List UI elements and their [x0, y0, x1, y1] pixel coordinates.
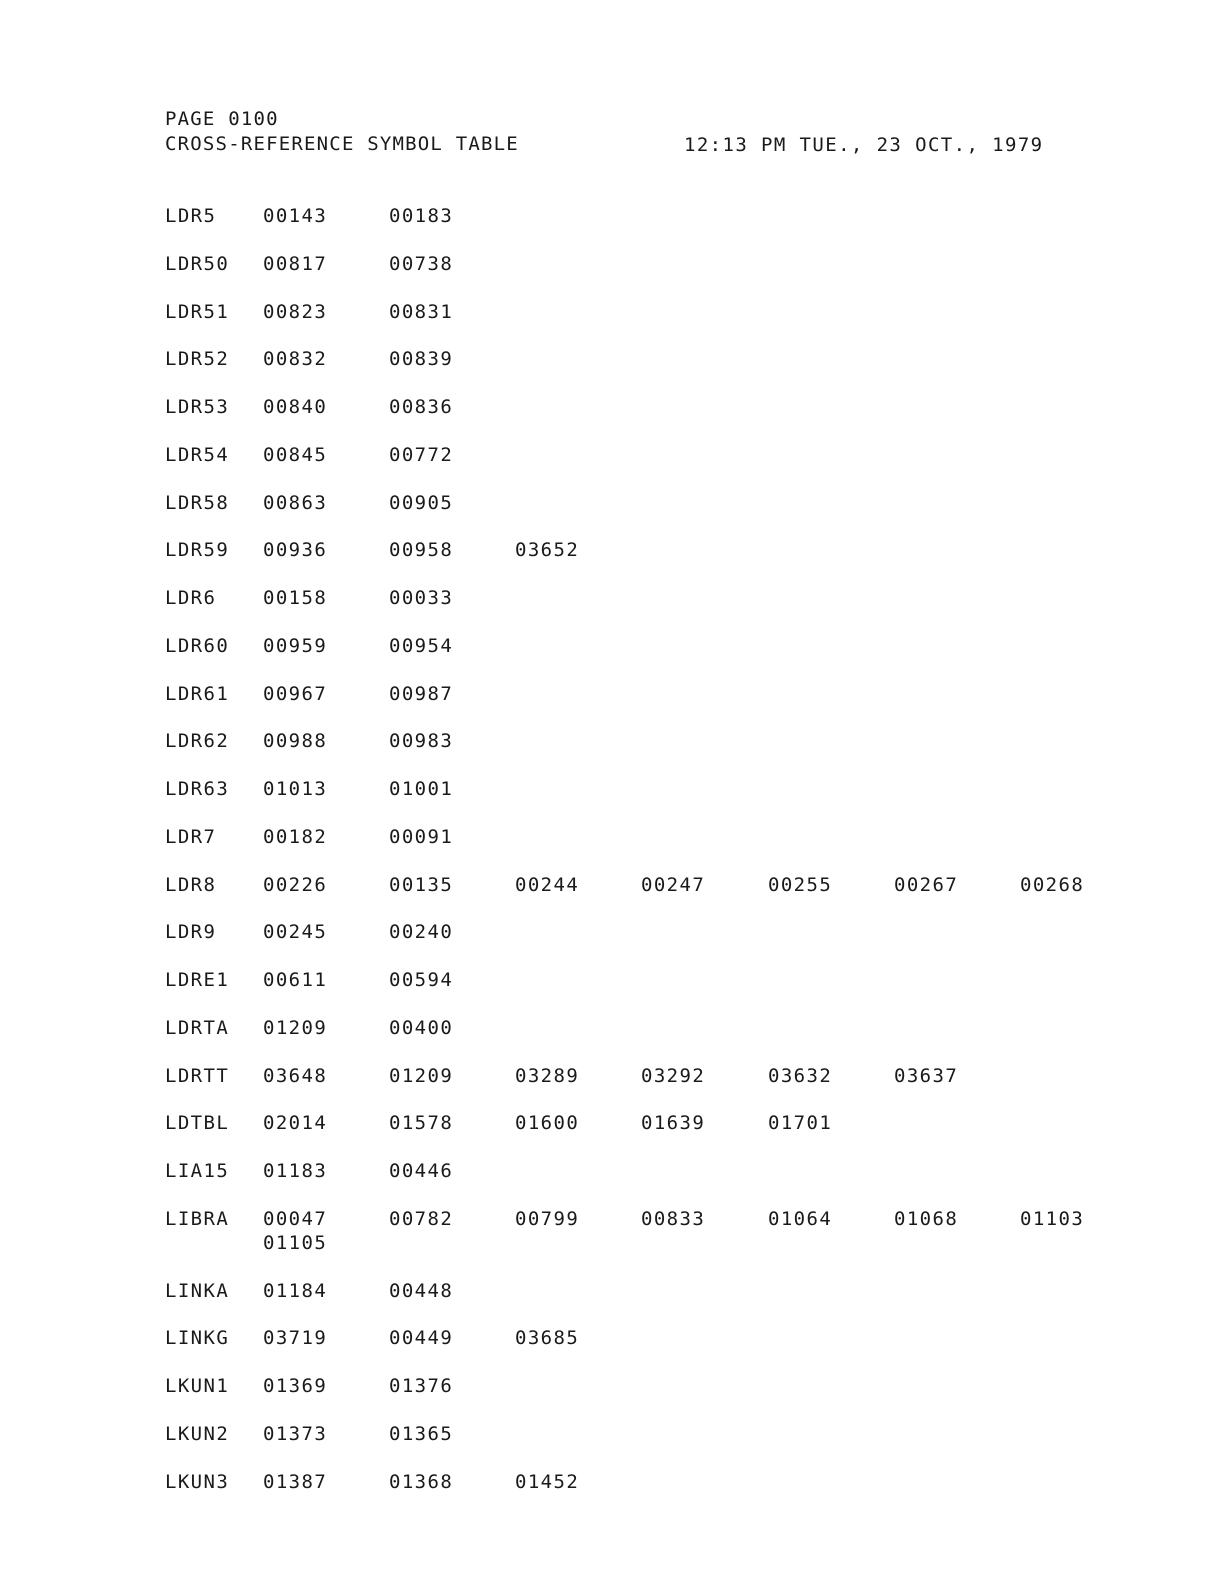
table-row	[165, 1423, 1165, 1471]
definition-line: 00967	[263, 682, 328, 705]
definition-line: 00823	[263, 300, 328, 323]
reference-line: 00987	[389, 682, 454, 705]
reference-line: 00448	[389, 1279, 454, 1302]
reference-line: 00033	[389, 587, 454, 609]
reference-line: 00255	[768, 873, 833, 896]
definition-line: 00840	[263, 396, 328, 418]
table-row	[165, 348, 1165, 396]
definition-line: 00863	[263, 491, 328, 514]
symbol-name: LDR51	[165, 300, 230, 323]
symbol-name: LKUN3	[165, 1470, 230, 1493]
symbol-name: LDR8	[165, 873, 217, 896]
definition-line: 03719	[263, 1327, 328, 1350]
definition-line: 00226	[263, 873, 328, 896]
table-row	[165, 1160, 1165, 1208]
reference-line: 01578	[389, 1112, 454, 1135]
definition-line: 00611	[263, 969, 328, 991]
reference-line: 00446	[389, 1160, 454, 1182]
table-row	[165, 969, 1165, 1017]
table-row	[165, 683, 1165, 731]
symbol-name: LDR53	[165, 396, 230, 418]
reference-line: 00400	[389, 1016, 454, 1039]
page-number: PAGE 0100	[165, 108, 279, 130]
table-row	[165, 253, 1165, 301]
table-row	[165, 1327, 1165, 1375]
definition-line: 00936	[263, 539, 328, 562]
table-row	[165, 396, 1165, 444]
definition-line: 00245	[263, 921, 328, 944]
symbol-name: LIBRA	[165, 1207, 230, 1230]
reference-line: 00183	[389, 205, 454, 227]
table-row	[165, 1112, 1165, 1160]
reference-line: 00244	[515, 873, 580, 896]
symbol-name: LDR9	[165, 921, 217, 944]
reference-line: 01701	[768, 1112, 833, 1135]
symbol-name: LDR50	[165, 252, 230, 275]
table-row	[165, 539, 1165, 587]
reference-line: 01064	[768, 1207, 833, 1230]
definition-line: 01373	[263, 1422, 328, 1445]
symbol-name: LDR54	[165, 443, 230, 466]
table-row	[165, 1375, 1165, 1423]
reference-line: 01068	[894, 1207, 959, 1230]
reference-line: 01209	[389, 1064, 454, 1087]
definition-line: 01183	[263, 1160, 328, 1182]
table-row	[165, 730, 1165, 778]
symbol-name: LDRE1	[165, 969, 230, 991]
symbol-name: LINKA	[165, 1279, 230, 1302]
reference-line: 01103	[1020, 1207, 1085, 1230]
reference-line: 00799	[515, 1207, 580, 1230]
reference-line: 00449	[389, 1327, 454, 1350]
symbol-name: LDR6	[165, 587, 217, 609]
table-row	[165, 1017, 1165, 1065]
definition-line: 01387	[263, 1470, 328, 1493]
definition-line: 03648	[263, 1064, 328, 1087]
table-row	[165, 1208, 1165, 1280]
table-row	[165, 444, 1165, 492]
reference-line: 00782	[389, 1207, 454, 1230]
table-row	[165, 874, 1165, 922]
reference-line: 00267	[894, 873, 959, 896]
definition-line: 00832	[263, 348, 328, 371]
reference-line: 00738	[389, 252, 454, 275]
table-row	[165, 1280, 1165, 1328]
definition-line: 01209	[263, 1016, 328, 1039]
symbol-name: LDR61	[165, 682, 230, 705]
reference-line: 00983	[389, 730, 454, 753]
document-title: CROSS-REFERENCE SYMBOL TABLE	[165, 133, 519, 155]
table-row	[165, 826, 1165, 874]
symbol-name: LDR59	[165, 539, 230, 562]
reference-line: 00836	[389, 396, 454, 418]
definition-line: 00047	[263, 1207, 328, 1230]
symbol-name: LINKG	[165, 1327, 230, 1350]
reference-line: 00839	[389, 348, 454, 371]
reference-line: 00958	[389, 539, 454, 562]
table-row	[165, 778, 1165, 826]
reference-line: 00091	[389, 825, 454, 848]
symbol-name: LDTBL	[165, 1112, 230, 1135]
reference-line: 00247	[641, 873, 706, 896]
symbol-name: LDR63	[165, 778, 230, 800]
reference-line: 00905	[389, 491, 454, 514]
reference-line: 00833	[641, 1207, 706, 1230]
definition-line: 00143	[263, 205, 328, 227]
definition-line: 00158	[263, 587, 328, 609]
symbol-name: LIA15	[165, 1160, 230, 1182]
reference-line: 00831	[389, 300, 454, 323]
table-row	[165, 1471, 1165, 1519]
reference-line: 00954	[389, 634, 454, 657]
symbol-name: LDR62	[165, 730, 230, 753]
reference-line: 03289	[515, 1064, 580, 1087]
definition-line: 02014	[263, 1112, 328, 1135]
symbol-name: LDR58	[165, 491, 230, 514]
reference-line: 00594	[389, 969, 454, 991]
definition-line: 01369	[263, 1375, 328, 1397]
reference-line: 03637	[894, 1064, 959, 1087]
reference-line: 01600	[515, 1112, 580, 1135]
reference-line: 01452	[515, 1470, 580, 1493]
print-timestamp: 12:13 PM TUE., 23 OCT., 1979	[684, 134, 1044, 156]
reference-line: 00135	[389, 873, 454, 896]
symbol-name: LDR52	[165, 348, 230, 371]
reference-line: 00268	[1020, 873, 1085, 896]
table-row	[165, 492, 1165, 540]
definition-line: 00817	[263, 252, 328, 275]
symbol-name: LKUN1	[165, 1375, 230, 1397]
definition-line: 01013	[263, 778, 328, 800]
reference-line: 03685	[515, 1327, 580, 1350]
definition-line: 00988	[263, 730, 328, 753]
symbol-name: LDRTT	[165, 1064, 230, 1087]
table-row	[165, 587, 1165, 635]
reference-line: 01376	[389, 1375, 454, 1397]
reference-line: 03292	[641, 1064, 706, 1087]
cross-reference-table	[165, 205, 1165, 1518]
reference-line: 03652	[515, 539, 580, 562]
symbol-name: LDR5	[165, 205, 217, 227]
definition-line: 01184	[263, 1279, 328, 1302]
definition-line: 00959	[263, 634, 328, 657]
table-row	[165, 205, 1165, 253]
symbol-name: LDRTA	[165, 1016, 230, 1039]
table-row	[165, 1065, 1165, 1113]
definition-line: 00182	[263, 825, 328, 848]
definition-line: 00845	[263, 443, 328, 466]
table-row	[165, 921, 1165, 969]
reference-line: 01365	[389, 1422, 454, 1445]
reference-line: 03632	[768, 1064, 833, 1087]
table-row	[165, 635, 1165, 683]
reference-line: 01368	[389, 1470, 454, 1493]
symbol-name: LDR7	[165, 825, 217, 848]
symbol-name: LDR60	[165, 634, 230, 657]
reference-line: 01639	[641, 1112, 706, 1135]
reference-line: 00240	[389, 921, 454, 944]
reference-line: 00772	[389, 443, 454, 466]
symbol-name: LKUN2	[165, 1422, 230, 1445]
table-row	[165, 301, 1165, 349]
reference-line: 01001	[389, 778, 454, 800]
continuation-line: 01105	[263, 1231, 328, 1254]
